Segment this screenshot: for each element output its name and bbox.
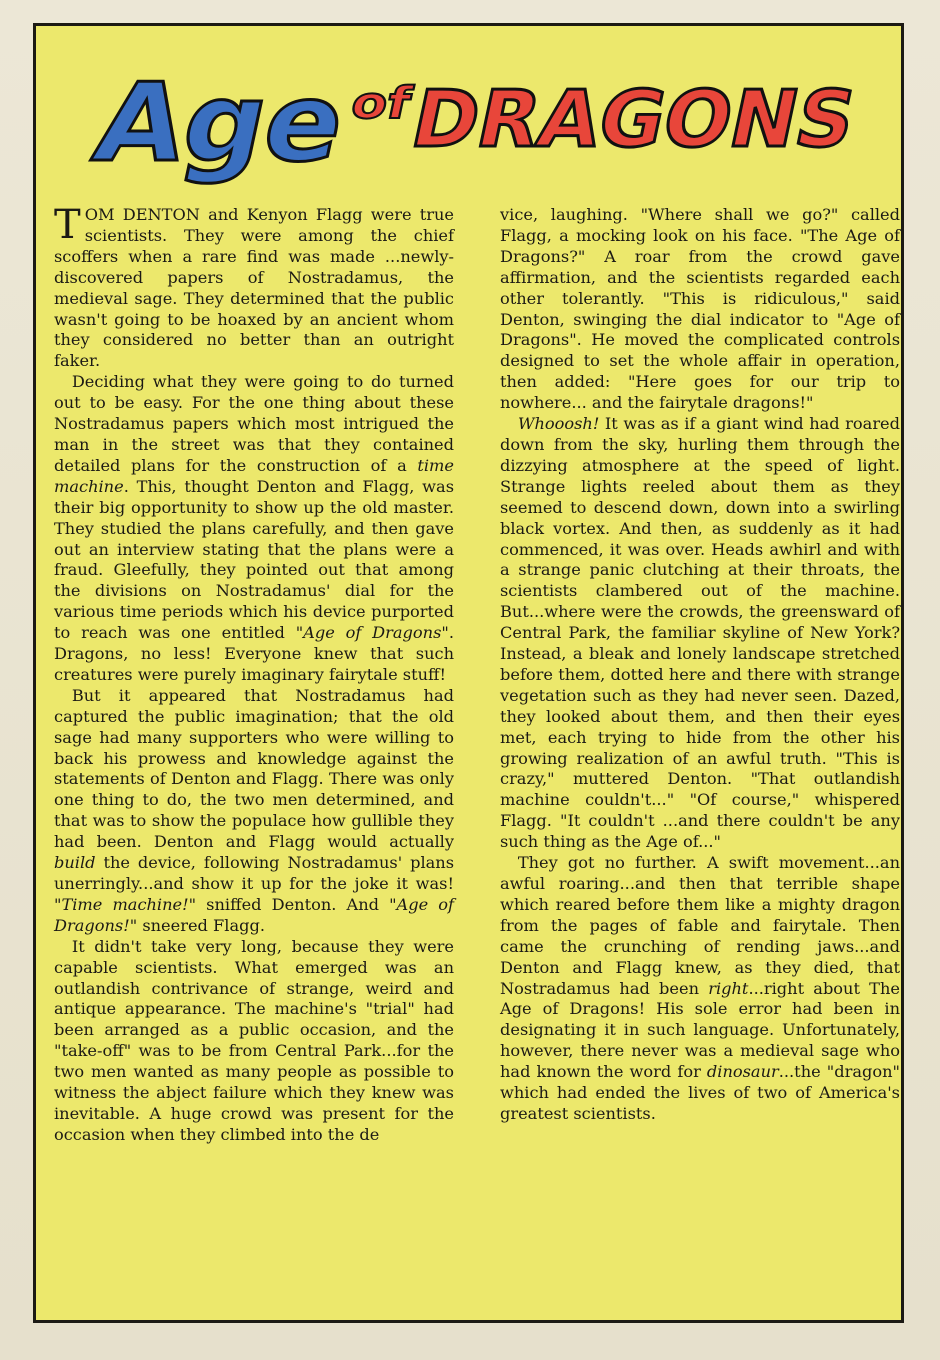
story-paragraph: But it appeared that Nostradamus had captured the public imagination; that the old sage had many supporters who were willing to back his prowess and knowledge against the statements of Denton and Flagg. There was only one thing to do, the two men determined, and that was to show the populace how gullible they had been. Denton and Flagg would actually build the device, following Nostradamus' plans unerringly...and show it up for the joke it was! "Time machine!" sniffed Denton. And "Age of Dragons!" sneered Flagg. — [54, 685, 455, 935]
story-column-right — [500, 205, 900, 1125]
story-paragraph: vice, laughing. "Where shall we go?" called Flagg, a mocking look on his face. "The Age of Dragons?" A roar from the crowd gave affirmation, and the scientists regarded each other tolerantly. "This is ridiculous," said Denton, swinging the dial indicator to "Age of Dragons". He moved the complicated controls designed to set the whole affair in operation, then added: "Here goes for our trip to nowhere... and the fairytale dragons!" — [500, 205, 900, 413]
title-word-dragons: DRAGONS — [404, 73, 861, 165]
title-word-age: Age — [84, 60, 346, 186]
story-paragraph: Deciding what they were going to do turned out to be easy. For the one thing about these Nostradamus papers which most intrigued the man in the street was that they contained detailed plans for the construction of a time machine. This, thought Denton and Flagg, was their big opportunity to show up the old master. They studied the plans carefully, and then gave out an interview stating that the plans were a fraud. Gleefully, they pointed out that among the divisions on Nostradamus' dial for the various time periods which his device purported to reach was one entitled "Age of Dragons". Dragons, no less! Everyone knew that such creatures were purely imaginary fairytale stuff! — [54, 372, 454, 684]
story-paragraph: They got no further. A swift movement...an awful roaring...and then that terrible shape which reared before them like a mighty dragon from the pages of fable and fairytale. Then came the crunching of rending jaws...and Denton and Flagg knew, as they died, that Nostradamus had been right...right about The Age of Dragons! His sole error had been in designating it in such language. Unfortunately, however, there never was a medieval sage who had known the word for dinosaur...the "dragon" which had ended the lives of two of America's greatest scientists. — [500, 853, 900, 1123]
title-word-of: of — [346, 78, 407, 129]
story-column-left — [54, 202, 455, 1146]
story-paragraph: It didn't take very long, because they were capable scientists. What emerged was an outlandish contrivance of strange, weird and antique appearance. The machine's "trial" had been arranged as a public occasion, and the "take-off" was to be from Central Park...for the two men wanted as many people as possible to witness the abject failure which they knew was inevitable. A huge crowd was present for the occasion when they climbed into the de — [54, 936, 454, 1144]
story-paragraph: TOM DENTON and Kenyon Flagg were true scientists. They were among the chief scoffers when a rare find was made ...newly-discovered papers of Nostradamus, the medieval sage. They determined that the public wasn't going to be hoaxed by an ancient whom they considered no better than an outright faker. — [54, 202, 454, 371]
drop-cap: T — [54, 202, 81, 248]
title-logo — [76, 38, 866, 188]
story-paragraph: Whooosh! It was as if a giant wind had roared down from the sky, hurling them through the dizzying atmosphere at the speed of light. Strange lights reeled about them as they seemed to descend down, down into a swirling black vortex. And then, as suddenly as it had commenced, it was over. Heads awhirl and with a strange panic clutching at their throats, the scientists clambered out of the machine. But...where were the crowds, the greensward of Central Park, the familiar skyline of New York? Instead, a bleak and lonely landscape stretched before them, dotted here and there with strange vegetation such as they had never seen. Dazed, they looked about them, and then their eyes met, each trying to hide from the other his growing realization of an awful truth. "This is crazy," muttered Denton. "That outlandish machine couldn't..." "Of course," whispered Flagg. "It couldn't ...and there couldn't be any such thing as the Age of..." — [500, 414, 900, 852]
